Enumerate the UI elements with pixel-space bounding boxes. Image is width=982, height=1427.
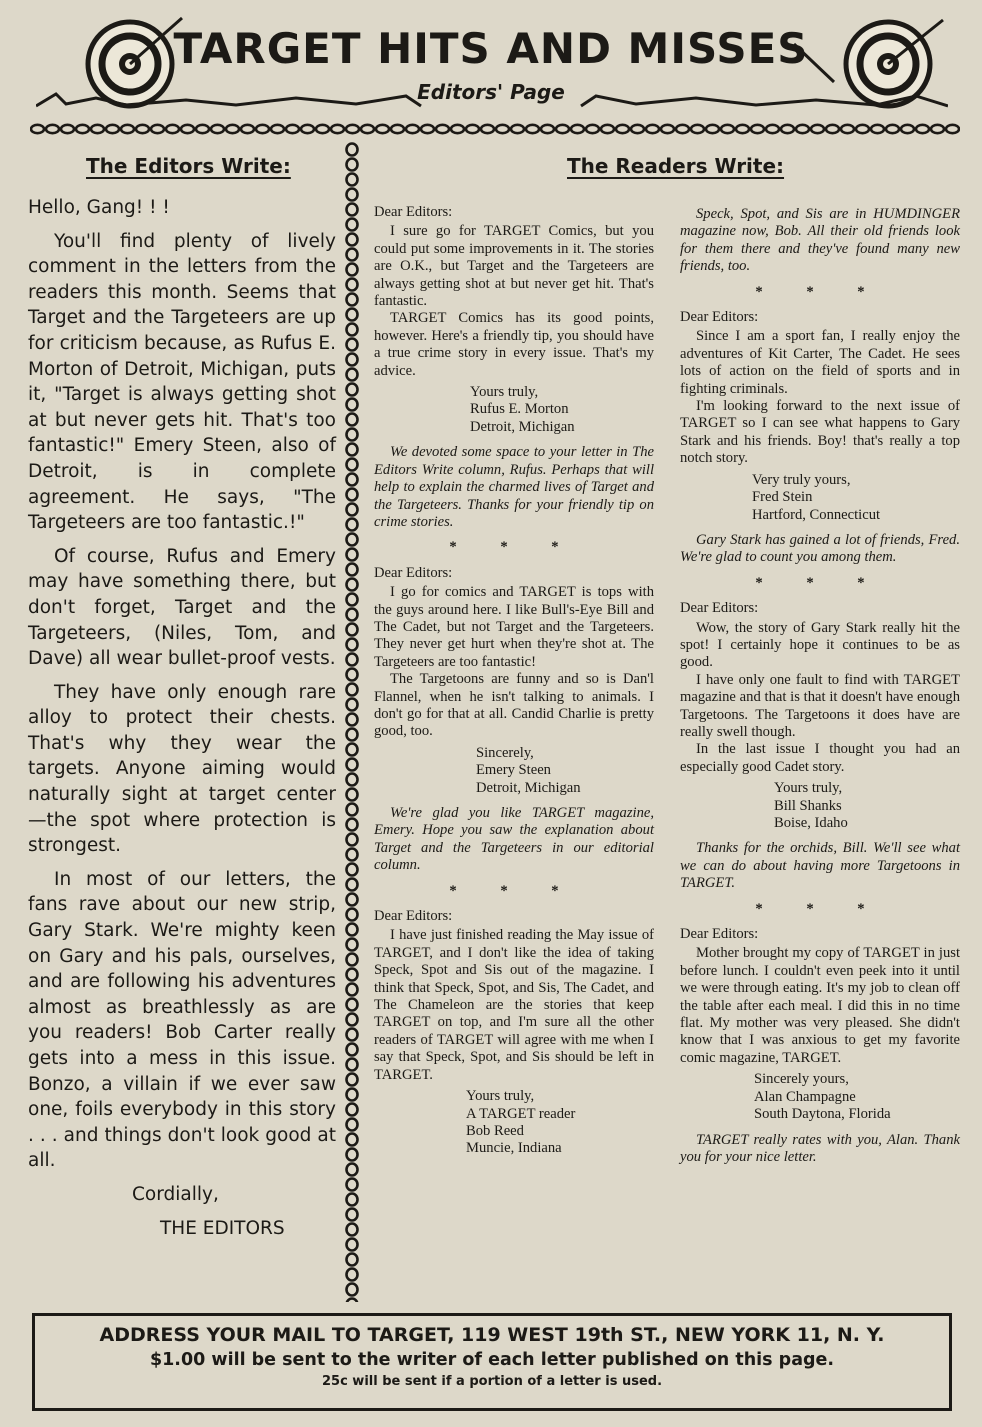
sign-line: Alan Champagne — [754, 1088, 856, 1105]
sign-line: Bob Reed — [466, 1122, 524, 1139]
letter-paragraph: Since I am a sport fan, I really enjoy the adventures of Kit Carter, The Cadet. He sees lots of action on the field of sports and in fighting criminals. — [680, 328, 960, 397]
payment-note: $1.00 will be sent to the writer of each letter published on this page. — [149, 1350, 835, 1370]
separator: * * * — [755, 283, 885, 300]
editor-reply: Speck, Spot, and Sis are in HUMDINGER magazine now, Bob. All their old friends look for them there and they've found many new friends, too. — [680, 206, 960, 275]
letter-paragraph: I have only one fault to find with TARGET magazine and that is that it doesn't have enough Targetoons. The Targetoons it does have are really swell though. — [680, 671, 960, 740]
sign-line: Hartford, Connecticut — [752, 506, 881, 523]
editor-reply: We're glad you like TARGET magazine, Emery. Hope you saw the explanation about Target and the Targeteers in our editorial column. — [374, 805, 654, 874]
readers-heading: The Readers Write: — [567, 154, 785, 178]
closing: Cordially, — [132, 1183, 219, 1205]
editors-column — [28, 195, 336, 1249]
sign-line: Yours truly, — [470, 384, 539, 401]
separator: * * * — [755, 574, 885, 591]
letter-salutation: Dear Editors: — [680, 600, 759, 617]
sign-line: Sincerely, — [476, 744, 534, 761]
chain-divider-horizontal — [30, 122, 960, 136]
letter-paragraph: I have just finished reading the May issue of TARGET, and I don't like the idea of taking Speck, Spot and Sis out of the magazine. I think that Speck, Spot, and Sis, The Cadet, and The Chameleon are the stories that keep TARGET on top, and I'm sure all the other readers of TARGET will agree with me when I say that Speck, Spot, and Sis should be left in TARGET. — [374, 927, 654, 1083]
letter — [680, 600, 960, 918]
letter-paragraph: TARGET Comics has its good points, however. Here's a friendly tip, you should have a true crime story in every issue. That's my advice. — [374, 310, 654, 379]
letters-column-middle — [374, 196, 654, 1158]
editor-reply: Thanks for the orchids, Bill. We'll see what we can do about having more Targetoons in TARGET. — [680, 840, 960, 892]
letter-paragraph: In the last issue I thought you had an especially good Cadet story. — [680, 741, 960, 775]
letter-paragraph: Wow, the story of Gary Stark really hit the spot! I certainly hope it continues to be as good. — [680, 619, 960, 671]
letter — [374, 204, 654, 557]
letter-signature — [374, 745, 654, 797]
letter-signature — [680, 472, 960, 524]
letter-signature — [680, 780, 960, 832]
letter-paragraph: Mother brought my copy of TARGET in just before lunch. I couldn't even peek into it until we were through eating. It's my job to clean off the table after each meal. I did this in no time flat. My mother was very pleased. She didn't know that I was anxious to get my favorite comic magazine, TARGET. — [680, 945, 960, 1066]
sign-line: Emery Steen — [476, 762, 551, 779]
letter-paragraph: I sure go for TARGET Comics, but you could put some improvements in it. The stories are O.K., but Target and the Targeteers are always getting shot at but never get hit. That's fantastic. — [374, 223, 654, 310]
letter-signature — [374, 1088, 654, 1158]
letter — [680, 309, 960, 592]
letters-column-right — [680, 190, 960, 1166]
letter-signature — [680, 1071, 960, 1123]
sign-line: Muncie, Indiana — [466, 1140, 562, 1157]
greeting: Hello, Gang! ! ! — [28, 197, 170, 218]
mail-address-box — [32, 1313, 952, 1411]
letter — [374, 908, 654, 1158]
editorial-paragraph: They have only enough rare alloy to protect their chests. That's why they wear the targets. Anyone aiming would naturally sight at target center —the spot where protection is strongest. — [28, 681, 336, 857]
sign-line: South Daytona, Florida — [754, 1106, 891, 1123]
letter-salutation: Dear Editors: — [374, 564, 453, 581]
editor-reply: Gary Stark has gained a lot of friends, Fred. We're glad to count you among them. — [680, 531, 960, 566]
letter — [374, 565, 654, 900]
letter-salutation: Dear Editors: — [680, 309, 759, 326]
letter-signature — [374, 384, 654, 436]
sign-line: Bill Shanks — [774, 797, 842, 814]
mail-address: ADDRESS YOUR MAIL TO TARGET, 119 WEST 19th ST., NEW YORK 11, N. Y. — [99, 1324, 885, 1346]
editorial-paragraph: Of course, Rufus and Emery may have something there, but don't forget, Target and the Targeteers, (Niles, Tom, and Dave) all wear bullet-proof vests. — [28, 545, 336, 670]
sign-line: Sincerely yours, — [754, 1071, 849, 1088]
sign-line: Detroit, Michigan — [470, 418, 575, 435]
sign-line: Rufus E. Morton — [470, 401, 569, 418]
sign-line: Yours truly, — [466, 1088, 535, 1105]
sign-line: Boise, Idaho — [774, 815, 848, 831]
letter — [680, 926, 960, 1166]
letter-paragraph: I go for comics and TARGET is tops with the guys around here. I like Bull's-Eye Bill and The Cadet, but not Target and the Targeteers. They never get hurt when they're shot at. The Targeteers are too fantastic! — [374, 584, 654, 670]
letter-salutation: Dear Editors: — [374, 204, 453, 220]
letter-paragraph: I'm looking forward to the next issue of TARGET so I can see what happens to Gary Stark and his friends. Boy! that's really a top notch story. — [680, 398, 960, 467]
editor-reply: TARGET really rates with you, Alan. Thank you for your nice letter. — [680, 1131, 960, 1165]
separator: * * * — [449, 539, 579, 556]
editor-reply: We devoted some space to your letter in The Editors Write column, Rufus. Perhaps that will help to explain the charmed lives of Target and the Targeteers. Thanks for your friendly tip on crime stories. — [374, 444, 654, 530]
sign-line: Fred Stein — [752, 489, 813, 506]
letter — [680, 206, 960, 301]
editorial-paragraph: In most of our letters, the fans rave about our new strip, Gary Stark. We're mighty keen on Gary and his pals, ourselves, and are following his adventures almost as breathlessly as are you readers! Bob Carter really gets into a mess in this issue. Bonzo, a villain if we ever saw one, foils everybody in this story . . . and things don't look good at all. — [28, 868, 336, 1172]
chain-divider-vertical — [341, 142, 363, 1302]
page-title: TARGET HITS AND MISSES — [173, 24, 809, 73]
partial-payment-note: 25c will be sent if a portion of a letter is used. — [321, 1374, 663, 1389]
letter-paragraph: The Targetoons are funny and so is Dan'l Flannel, when he isn't talking to animals. I don't go for that at all. Candid Charlie is pretty good, too. — [374, 671, 654, 740]
signature: THE EDITORS — [160, 1217, 285, 1239]
editorial-paragraph: You'll find plenty of lively comment in the letters from the readers this month. Seems that Target and the Targeteers are up for criticism because, as Rufus E. Morton of Detroit, Michigan, puts it, "Target is always getting shot at but never gets hit. That's too fantastic!" Emery Steen, also of Detroit, is in complete agreement. He says, "The Targeteers are too fantastic.!" — [28, 230, 336, 534]
editors-heading: The Editors Write: — [86, 154, 291, 178]
sign-line: Very truly yours, — [752, 471, 851, 488]
sign-line: A TARGET reader — [466, 1105, 576, 1122]
letter-salutation: Dear Editors: — [680, 926, 759, 943]
sign-line: Detroit, Michigan — [476, 779, 581, 796]
separator: * * * — [449, 882, 579, 899]
sign-line: Yours truly, — [774, 780, 843, 797]
separator: * * * — [755, 900, 885, 917]
letter-salutation: Dear Editors: — [374, 908, 453, 925]
page-header — [0, 0, 982, 120]
page-subtitle: Editors' Page — [417, 80, 565, 104]
